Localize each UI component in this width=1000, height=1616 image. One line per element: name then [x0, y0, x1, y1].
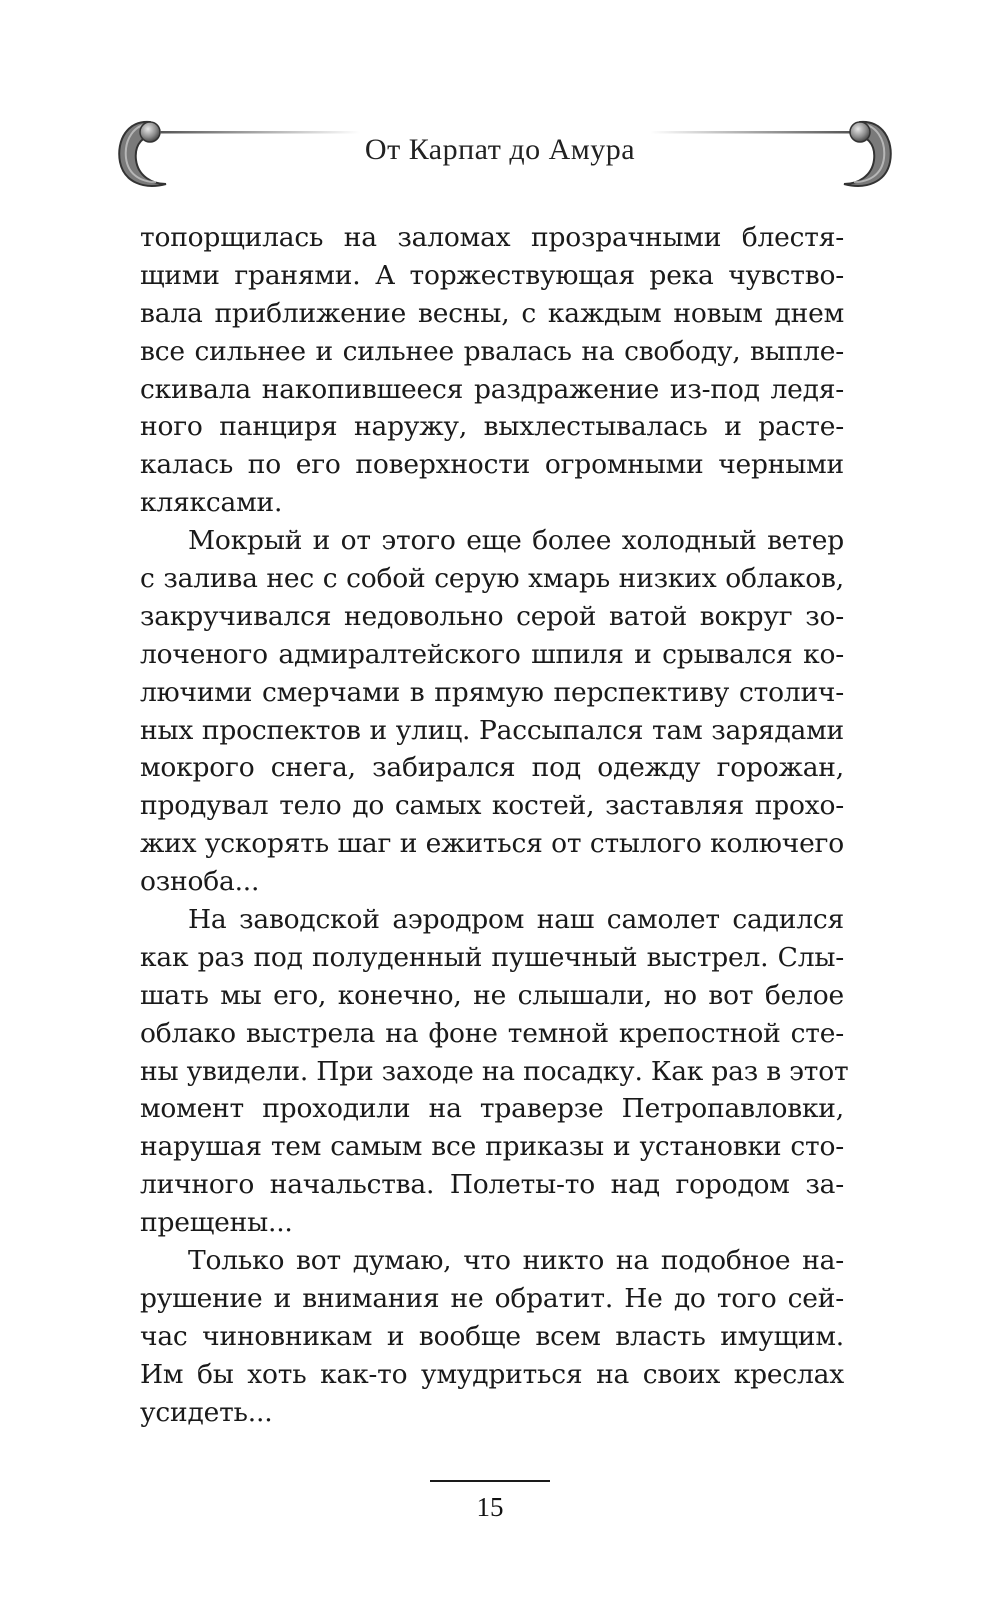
text-line: час чиновникам и вообще всем власть имущим. — [140, 1320, 844, 1352]
text-line: с залива нес с собой серую хмарь низких облаков, — [140, 563, 844, 595]
text-line: мокрого снега, забирался под одежду горожан, — [140, 752, 844, 784]
text-line: ных проспектов и улиц. Рассыпался там зарядами — [140, 714, 844, 746]
text-line: щими гранями. А торжествующая река чувство- — [140, 259, 844, 291]
text-line: облако выстрела на фоне темной крепостной сте- — [140, 1017, 844, 1049]
paragraph-first-line: Мокрый и от этого еще более холодный ветер — [188, 525, 844, 557]
text-line: лоченого адмиралтейского шпиля и срывался ко- — [140, 638, 844, 670]
text-line: прещены... — [140, 1207, 293, 1239]
paragraph-first-line: На заводской аэродром наш самолет садился — [188, 904, 844, 936]
text-line: ного панциря наружу, выхлестывалась и расте- — [140, 411, 844, 443]
right-swirl-ornament-icon — [600, 110, 900, 200]
running-header — [0, 110, 1000, 220]
text-line: топорщилась на заломах прозрачными блестя- — [140, 222, 844, 253]
text-line: личного начальства. Полеты-то над городом за- — [140, 1169, 844, 1201]
text-line: Им бы хоть как-то умудриться на своих креслах — [140, 1358, 844, 1390]
text-line: вала приближение весны, с каждым новым днем — [140, 297, 844, 329]
text-line: кляксами. — [140, 487, 283, 519]
text-line: озноба... — [140, 866, 260, 898]
text-line: усидеть... — [140, 1396, 273, 1428]
footer-rule — [430, 1480, 550, 1482]
text-line: лючими смерчами в прямую перспективу столич- — [140, 676, 844, 708]
text-line: жих ускорять шаг и ежиться от стылого колючего — [140, 828, 844, 860]
text-line: все сильнее и сильнее рвалась на свободу, выпле- — [140, 335, 844, 367]
text-line: шать мы его, конечно, не слышали, но вот белое — [140, 979, 844, 1011]
body-text — [140, 219, 849, 1432]
paragraph-first-line: Только вот думаю, что никто на подобное на- — [188, 1245, 844, 1277]
text-line: как раз под полуденный пушечный выстрел. Слы- — [140, 941, 844, 973]
text-line: нарушая тем самым все приказы и установки сто- — [140, 1131, 844, 1163]
page-number: 15 — [476, 1492, 504, 1522]
text-line: калась по его поверхности огромными черными — [140, 449, 844, 481]
text-line: скивала накопившееся раздражение из-под ледя- — [140, 373, 844, 405]
running-header-title: От Карпат до Амура — [364, 133, 636, 166]
text-line: рушение и внимания не обратит. Не до того сей- — [140, 1282, 844, 1314]
text-line: ны увидели. При заходе на посадку. Как раз в этот — [140, 1055, 849, 1087]
text-line: момент проходили на траверзе Петропавловки, — [140, 1093, 844, 1125]
text-line: продувал тело до самых костей, заставляя прохо- — [140, 790, 844, 822]
text-line: закручивался недовольно серой ватой вокруг зо- — [140, 600, 844, 632]
